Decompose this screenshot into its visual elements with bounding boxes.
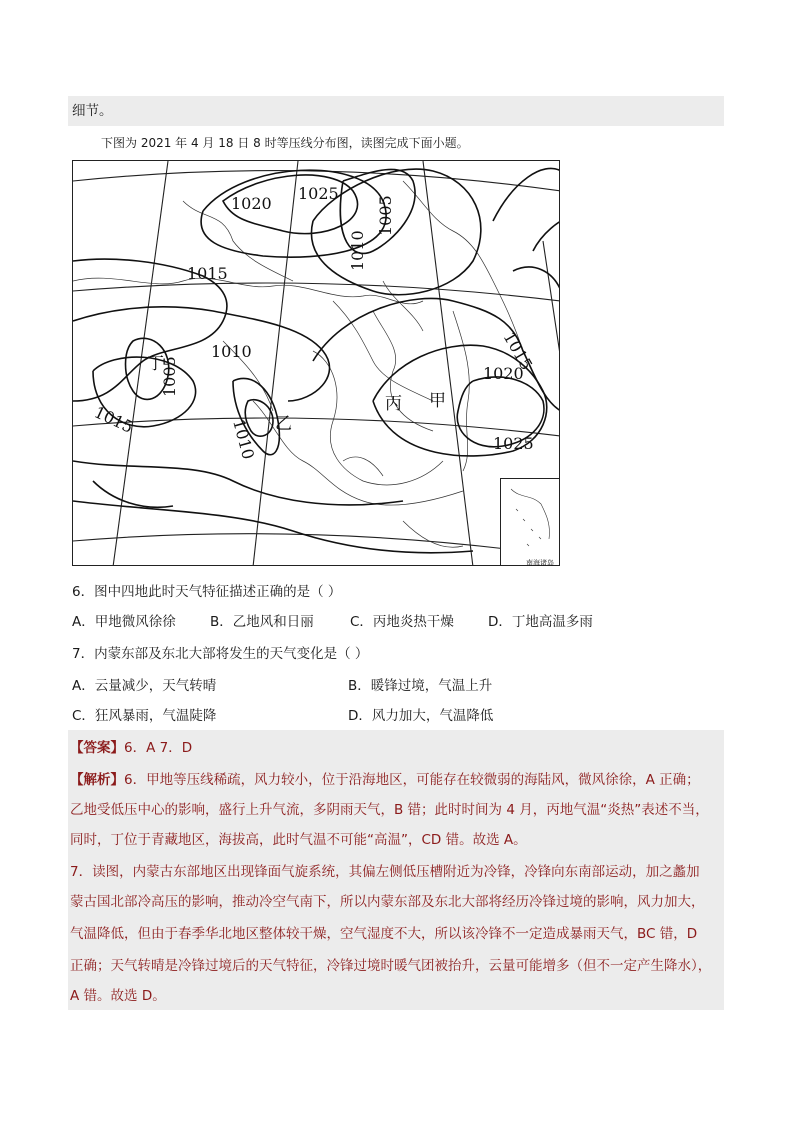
isobar-label: 1015 [91,402,137,437]
isobar-label: 1010 [348,230,367,271]
isobar-label: 1020 [231,194,272,213]
south-china-sea-inset [500,478,560,566]
isobar-map-svg [73,161,560,566]
q7-stem: 7．内蒙东部及东北大部将发生的天气变化是（ ） [72,646,369,662]
answer-text: 6．A 7．D [124,740,193,756]
analysis-line: 乙地受低压中心的影响，盛行上升气流，多阴雨天气，B 错；此时时间为 4 月，丙地气温“炎热”表述不当， [70,802,709,818]
answer-line [70,738,192,758]
inset-label: 南海诸岛 [526,559,554,567]
top-text: 细节。 [72,103,113,119]
top-band [68,96,724,126]
isobar-label: 1015 [187,264,228,283]
q6-option-d: D．丁地高温多雨 [488,614,593,630]
q6-option-c: C．丙地炎热干燥 [350,614,454,630]
analysis-line: A 错。故选 D。 [70,988,166,1004]
analysis-label: 【解析】 [70,772,124,788]
answer-label: 【答案】 [70,740,124,756]
q6-stem: 6．图中四地此时天气特征描述正确的是（ ） [72,584,342,600]
isobar-label: 1020 [483,364,524,383]
q7-option-b: B．暖锋过境，气温上升 [348,678,493,694]
isobar-label: 1010 [211,342,252,361]
intro-text: 下图为 2021 年 4 月 18 日 8 时等压线分布图，读图完成下面小题。 [101,136,469,150]
analysis-line [70,770,700,790]
isobar-label: 1015 [499,328,537,374]
place-label-yi: 乙 [275,414,292,434]
isobar-label: 1025 [298,184,339,203]
isobar-label: 1005 [160,356,179,397]
place-label-jia: 甲 [429,391,446,411]
isobar-map [72,160,560,566]
place-label-bing: 丙 [385,394,402,414]
analysis-line: 同时，丁位于青藏地区，海拔高，此时气温不可能“高温”，CD 错。故选 A。 [70,832,527,848]
q6-option-a: A．甲地微风徐徐 [72,614,176,630]
isobar-label: 1010 [229,417,259,462]
q6-option-b: B．乙地风和日丽 [210,614,314,630]
q7-option-d: D．风力加大，气温降低 [348,708,494,724]
analysis-line: 气温降低，但由于春季华北地区整体较干燥，空气湿度不大，所以该冷锋不一定造成暴雨天气，BC 错，D [70,926,698,942]
analysis-line: 7．读图，内蒙古东部地区出现锋面气旋系统，其偏左侧低压槽附近为冷锋，冷锋向东南部运动，加之蠡加 [70,864,700,880]
inset-svg [501,479,559,565]
analysis-line: 正确；天气转晴是冷锋过境后的天气特征，冷锋过境时暖气团被抬升，云量可能增多（但不一定产生降水）， [70,958,712,974]
analysis-line: 蒙古国北部冷高压的影响，推动冷空气南下，所以内蒙东部及东北大部将经历冷锋过境的影响，风力加大， [70,894,705,910]
isobar-label: 1005 [376,195,395,236]
q7-option-a: A．云量减少，天气转晴 [72,678,217,694]
place-label-ding: 丁 [147,354,164,374]
q7-option-c: C．狂风暴雨，气温陡降 [72,708,217,724]
analysis-text: 6．甲地等压线稀疏，风力较小，位于沿海地区，可能存在较微弱的海陆风，微风徐徐，A 正确； [124,772,700,788]
isobar-label: 1025 [493,434,534,453]
